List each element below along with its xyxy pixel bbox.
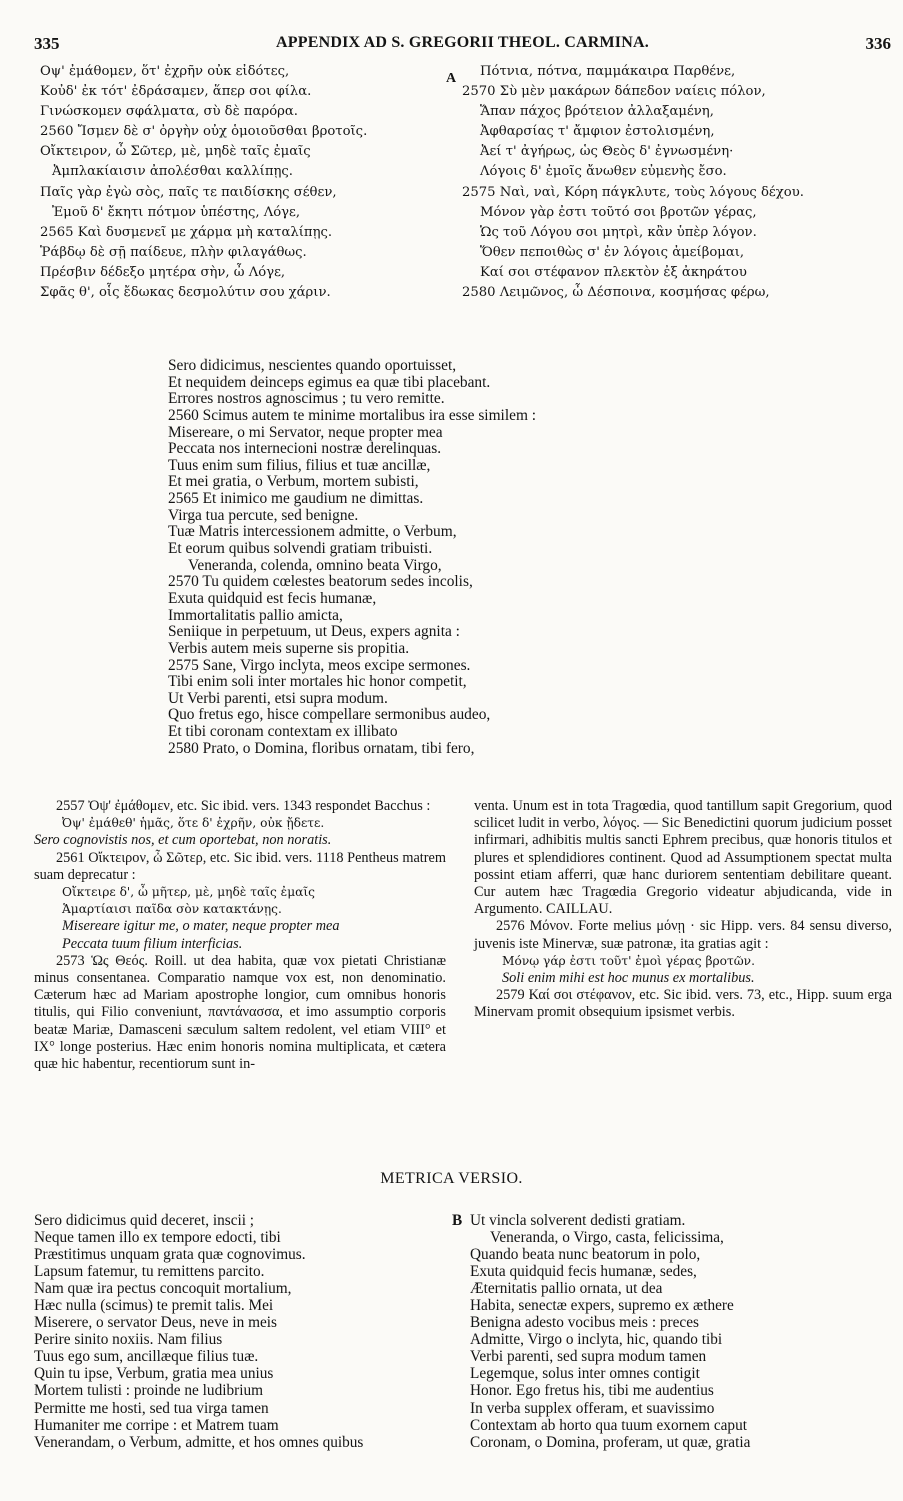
footnotes-left-column [34, 798, 446, 1073]
verse-line: Æternitatis pallio ornata, ut dea [470, 1280, 663, 1298]
latin-line: Tibi enim soli inter mortales hic honor competit, [168, 673, 467, 691]
verse-line: Neque tamen illo ex tempore edocti, tibi [34, 1229, 281, 1247]
verse-line: Hæc nulla (scimus) te premit talis. Mei [34, 1297, 274, 1315]
greek-line: Μόνον γὰρ ἐστι τοῦτό σοι βροτῶν γέρας, [480, 204, 757, 220]
footnote-2576: 2576 Μόνον. Forte melius μόνῃ · sic Hipp. vers. 84 sensu diverso, juvenis iste Minervæ, suæ patronæ, ita gratias agit : [474, 918, 892, 952]
footnote-quote-greek: Ἁμαρτίαισι παῖδα σὸν κατακτάνῃς. [62, 902, 282, 917]
latin-line: 2580 Prato, o Domina, floribus ornatam, tibi fero, [168, 739, 475, 757]
footnote-quote-latin: Misereare igitur me, o mater, neque propter mea [62, 918, 340, 935]
latin-line: 2560 Scimus autem te minime mortalibus ira esse similem : [168, 406, 537, 424]
greek-line: 2575 Ναὶ, ναὶ, Κόρη πάγκλυτε, τοὺς λόγους δέχου. [462, 184, 804, 200]
greek-line: Ἀφθαρσίας τ' ἄμφιον ἐστολισμένη, [480, 124, 715, 140]
greek-line: Παῖς γὰρ ἐγὼ σὸς, παῖς τε παιδίσκης σέθεν, [40, 184, 337, 200]
latin-line: Errores nostros agnoscimus ; tu vero remitte. [168, 390, 445, 408]
verse-line: Tuus ego sum, ancillæque filius tuæ. [34, 1348, 259, 1366]
greek-line: Πρέσβιν δέδεξο μητέρα σὴν, ὦ Λόγε, [40, 264, 286, 280]
running-title: APPENDIX AD S. GREGORII THEOL. CARMINA. [276, 34, 649, 51]
column-marker-b: B [452, 1212, 463, 1229]
latin-line: Et mei gratia, o Verbum, mortem subisti, [168, 473, 419, 491]
metrica-versio-left-column [34, 1212, 454, 1451]
greek-line: Ἀεί τ' ἀγήρως, ὡς Θεὸς δ' ἐγνωσμένη· [480, 144, 734, 160]
verse-line: Nam quæ ira pectus concoquit mortalium, [34, 1280, 292, 1298]
verse-line: Sero didicimus quid deceret, inscii ; [34, 1212, 255, 1229]
latin-line: Exuta quidquid est fecis humanæ, [168, 589, 377, 607]
latin-line: Ut Verbi parenti, etsi supra modum. [168, 689, 388, 707]
footnote-quote-greek: Μόνῳ γάρ ἐστι τοῦτ' ἐμοὶ γέρας βροτῶν. [502, 953, 755, 968]
verse-line: Perire sinito noxiis. Nam filius [34, 1331, 223, 1349]
verse-line: Mortem tulisti : proinde ne ludibrium [34, 1382, 264, 1400]
verse-line: Benigna adesto vocibus meis : preces [470, 1314, 699, 1332]
footnote-2561: 2561 Οἴκτειρον, ὦ Σῶτερ, etc. Sic ibid. vers. 1118 Pentheus matrem suam deprecatur : [34, 849, 446, 883]
latin-line: Et nequidem deinceps egimus ea quæ tibi placebant. [168, 373, 491, 391]
footnote-quote-greek: Ὀψ' ἐμάθεθ' ἡμᾶς, ὅτε δ' ἐχρῆν, οὐκ ᾔδετε. [62, 816, 325, 831]
footnote-quote-latin: Peccata tuum filium interficias. [62, 935, 243, 952]
greek-line: 2560 Ἴσμεν δὲ σ' ὀργὴν οὐχ ὁμοιοῦσθαι βροτοῖς. [40, 124, 368, 140]
metrica-versio-right-column [452, 1212, 890, 1451]
page-number-left: 335 [34, 34, 60, 53]
column-marker-a: A [446, 71, 457, 86]
greek-line: Ἐμοῦ δ' ἔκητι πότμον ὑπέστης, Λόγε, [52, 204, 301, 220]
latin-line: Virga tua percute, sed benigne. [168, 506, 359, 524]
verse-line: In verba supplex offeram, et suavissimo [470, 1399, 715, 1417]
greek-line: Ἅπαν πάχος βρότειον ἀλλαξαμένη, [480, 104, 714, 120]
latin-line: Peccata nos internecioni nostræ derelinquas. [168, 440, 442, 458]
greek-line: Σφᾶς θ', οἷς ἔδωκας δεσμολύτιν σου χάριν. [40, 285, 331, 301]
footnote-2573: 2573 Ὡς Θεός. Roill. ut dea habita, quæ vox pietati Christianæ minus consentanea. Comparatio namque vox est, non denominatio. Cæterum hæc ad Mariam apostrophe longior, cum omnibus honoris titulis, qui Filio conveniunt, παντάνασσα, et imo assumptio corporis beatæ Mariæ, Damasceni sæculum saltem redolent, vel etiam VIII° et IX° longe posterius. Hæc enim honoris nomina multiplicata, et cætera quæ hic habentur, recentiorum sunt in- [34, 952, 446, 1073]
verse-line-with-marker [452, 1212, 890, 1229]
greek-line: Ὅθεν πεποιθὼς σ' ἐν λόγοις ἀμείβομαι, [480, 244, 745, 260]
verse-line: Legemque, solus inter omnes contigit [470, 1365, 700, 1383]
latin-line: Sero didicimus, nescientes quando oportuisset, [168, 357, 457, 374]
latin-line: Immortalitatis pallio amicta, [168, 606, 343, 624]
verse-line: Admitte, Virgo o inclyta, hic, quando tibi [470, 1331, 723, 1349]
verse-line: Exuta quidquid fecis humanæ, sedes, [470, 1263, 697, 1281]
verse-line: Lapsum fatemur, tu remittens parcito. [34, 1263, 265, 1281]
running-header [34, 34, 891, 58]
greek-line: Λόγοις δ' ἐμοῖς ἄνωθεν εὐμενὴς ἔσο. [480, 164, 727, 180]
latin-translation [168, 358, 728, 757]
latin-line: 2575 Sane, Virgo inclyta, meos excipe sermones. [168, 656, 471, 674]
footnote-2579: 2579 Καί σοι στέφανον, etc. Sic ibid. vers. 73, etc., Hipp. suum erga Minervam promit obsequium ipsismet verbis. [474, 987, 892, 1021]
footnote-quote-latin: Sero cognovistis nos, et cum oportebat, non noratis. [34, 832, 332, 849]
latin-line: Seniique in perpetuum, ut Deus, expers agnita : [168, 623, 460, 641]
verse-line: Coronam, o Domina, proferam, ut quæ, gratia [470, 1433, 751, 1451]
latin-line: Et tibi coronam contextam ex illibato [168, 723, 398, 741]
footnote-quote-greek: Οἴκτειρε δ', ὦ μῆτερ, μὲ, μηδὲ ταῖς ἐμαῖς [62, 885, 315, 900]
footnote-continuation: venta. Unum est in tota Tragœdia, quod tantillum sapit Gregorium, quod scilicet ludit in verbo, λόγος. — Sic Benedictini quorum judicium posset infirmari, adhibitis multis sancti Ephrem precibus, quæ honoris titulos et plures et splendidiores continent. Quod ad Assumptionem spectat multa possint etiam afferri, quæ hanc duriorem sententiam debilitare queant. Cur autem hæc Tragœdia Gregorio videatur abjudicanda, vide in Argumento. CAILLAU. [474, 798, 892, 918]
verse-line: Præstitimus unquam grata quæ cognovimus. [34, 1246, 306, 1264]
latin-line: Tuus enim sum filius, filius et tuæ ancillæ, [168, 456, 431, 474]
latin-line: Quo fretus ego, hisce compellare sermonibus audeo, [168, 706, 491, 724]
verse-line: Permitte me hosti, sed tua virga tamen [34, 1399, 269, 1417]
greek-line: 2580 Λειμῶνος, ὦ Δέσποινα, κοσμήσας φέρω, [462, 285, 770, 301]
footnotes-right-column [474, 798, 892, 1022]
verse-line: Quin tu ipse, Verbum, gratia mea unius [34, 1365, 274, 1383]
greek-line: Ῥάβδῳ δὲ σῇ παίδευε, πλὴν φιλαγάθως. [40, 244, 307, 260]
greek-line: Οψ' ἐμάθομεν, ὅτ' ἐχρῆν οὐκ εἰδότες, [40, 64, 290, 79]
latin-line: Misereare, o mi Servator, neque propter mea [168, 423, 443, 441]
greek-line: Οἴκτειρον, ὦ Σῶτερ, μὲ, μηδὲ ταῖς ἐμαῖς [40, 144, 311, 160]
verse-line: Miserere, o servator Deus, neve in meis [34, 1314, 277, 1332]
greek-line: Ὡς τοῦ Λόγου σοι μητρὶ, κἂν ὑπὲρ λόγον. [480, 224, 757, 240]
greek-line: 2565 Καὶ δυσμενεῖ με χάρμα μὴ καταλίπῃς. [40, 224, 333, 240]
greek-line: Πότνια, πότνα, παμμάκαιρα Παρθένε, [480, 64, 736, 79]
greek-line: Κοὐδ' ἐκ τότ' ἐδράσαμεν, ἅπερ σοι φίλα. [40, 84, 312, 100]
verse-line: Contextam ab horto qua tuum exornem caput [470, 1416, 747, 1434]
footnote-quote-latin: Soli enim mihi est hoc munus ex mortalibus. [502, 970, 755, 987]
latin-line: 2565 Et inimico me gaudium ne dimittas. [168, 490, 424, 508]
footnote-2557: 2557 Ὀψ' ἐμάθομεν, etc. Sic ibid. vers. 1343 respondet Bacchus : [56, 798, 431, 814]
greek-line: Καί σοι στέφανον πλεκτὸν ἐξ ἀκηράτου [480, 264, 747, 280]
verse-line: Habita, senectæ expers, supremo ex æthere [470, 1297, 734, 1315]
latin-line: Tuæ Matris intercessionem admitte, o Verbum, [168, 523, 457, 541]
verse-line: Honor. Ego fretus his, tibi me audentius [470, 1382, 714, 1400]
greek-text-left-column [40, 62, 440, 303]
verse-line-text: Ut vincla solverent dedisti gratiam. [470, 1212, 686, 1229]
page-number-right: 336 [865, 34, 891, 53]
latin-line: Et eorum quibus solvendi gratiam tribuisti. [168, 540, 433, 558]
verse-line: Veneranda, o Virgo, casta, felicissima, [490, 1229, 724, 1247]
greek-line: 2570 Σὺ μὲν μακάρων δάπεδον ναίεις πόλον, [462, 84, 766, 100]
greek-line: Γινώσκομεν σφάλματα, σὺ δὲ παρόρα. [40, 104, 298, 120]
section-title: METRICA VERSIO. [380, 1170, 523, 1187]
greek-text-right-column [462, 62, 892, 303]
verse-line: Quando beata nunc beatorum in polo, [470, 1246, 701, 1264]
verse-line: Venerandam, o Verbum, admitte, et hos omnes quibus [34, 1433, 364, 1451]
latin-line: Veneranda, colenda, omnino beata Virgo, [188, 556, 442, 574]
greek-line: Ἀμπλακίαισιν ἀπολέσθαι καλλίπῃς. [52, 164, 293, 180]
latin-line: 2570 Tu quidem cœlestes beatorum sedes incolis, [168, 573, 473, 591]
verse-line: Verbi parenti, sed supra modum tamen [470, 1348, 707, 1366]
latin-line: Verbis autem meis superne sis propitia. [168, 639, 410, 657]
verse-line: Humaniter me corripe : et Matrem tuam [34, 1416, 279, 1434]
